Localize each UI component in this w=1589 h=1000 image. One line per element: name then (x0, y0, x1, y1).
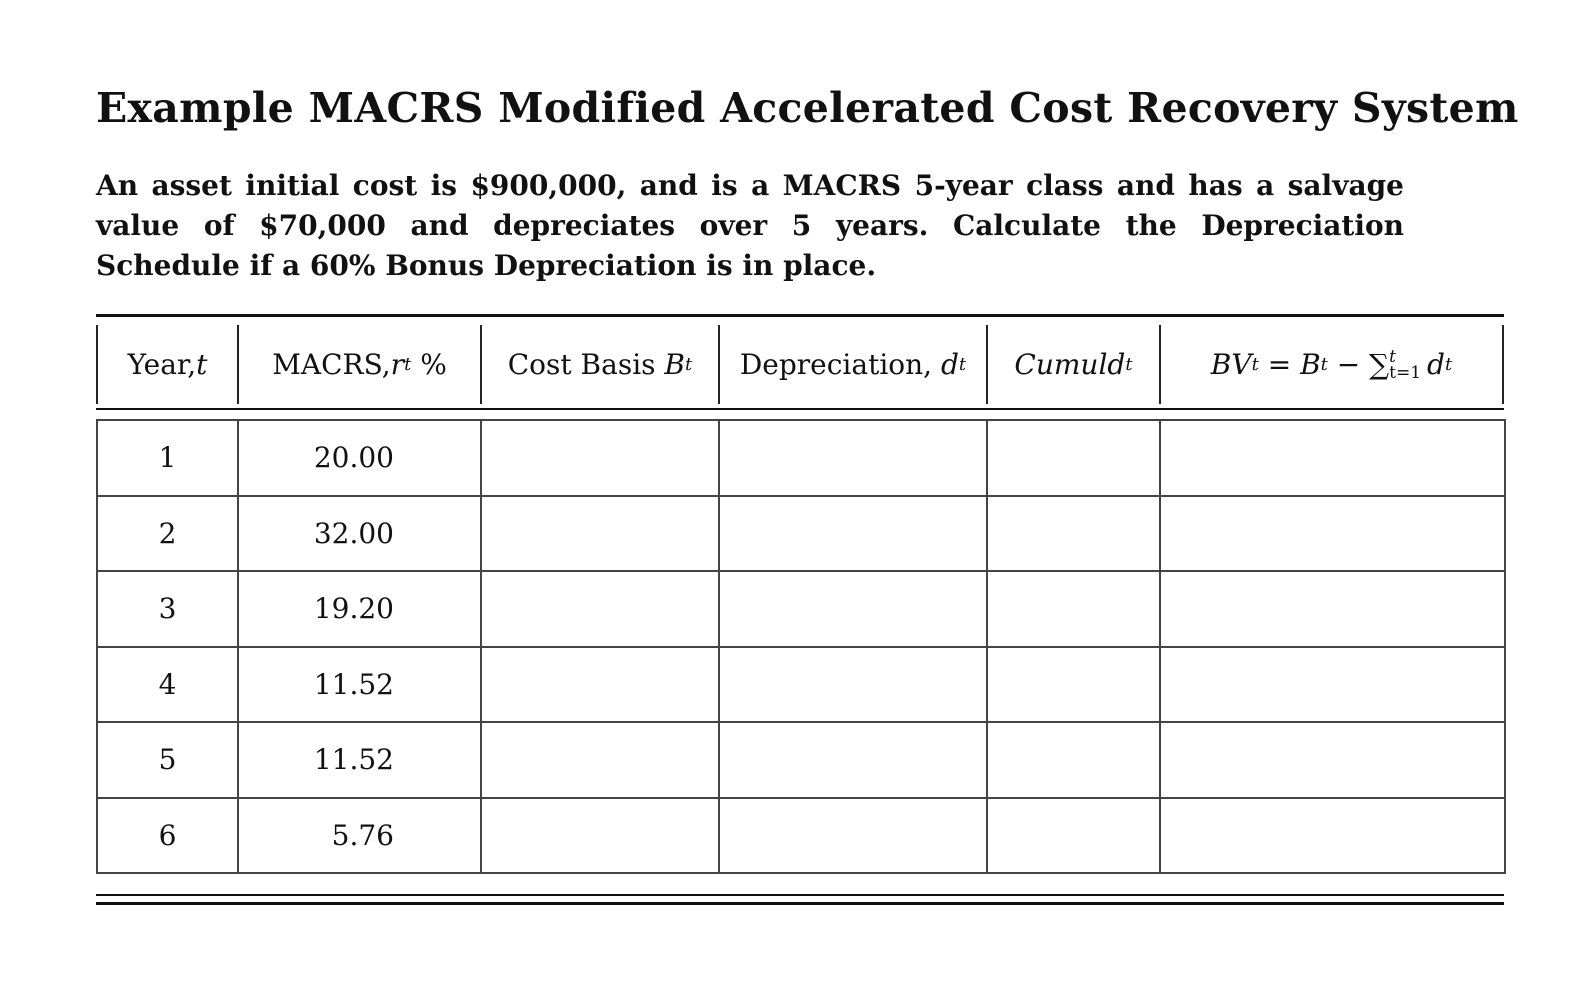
cell-year: 1 (97, 420, 238, 496)
page-title: Example MACRS Modified Accelerated Cost Recovery System (96, 84, 1519, 132)
header-cumul-sub: t (1125, 354, 1133, 375)
cell-depreciation (719, 798, 987, 874)
cell-cost-basis (481, 798, 719, 874)
header-macrs-label: MACRS, (272, 348, 391, 381)
cell-cumulative-depreciation (987, 798, 1160, 874)
header-bv-lhs-sub: t (1251, 354, 1259, 375)
header-depreciation-var: d (940, 348, 959, 381)
cell-cost-basis (481, 722, 719, 798)
cell-depreciation (719, 647, 987, 723)
cell-book-value (1160, 647, 1505, 723)
cell-cost-basis (481, 496, 719, 572)
header-year (96, 325, 237, 404)
table-row (97, 798, 1505, 874)
cell-cost-basis (481, 571, 719, 647)
cell-depreciation (719, 571, 987, 647)
table-header-row (96, 325, 1504, 404)
cell-cumulative-depreciation (987, 420, 1160, 496)
cell-macrs-rate: 11.52 (238, 647, 481, 723)
cell-macrs-rate: 5.76 (238, 798, 481, 874)
cell-book-value (1160, 798, 1505, 874)
depreciation-table (96, 419, 1504, 896)
cell-depreciation (719, 722, 987, 798)
cell-book-value (1160, 496, 1505, 572)
header-bv-sum-sup: t (1389, 346, 1396, 367)
header-cost-basis-var: B (664, 348, 685, 381)
header-bv-lhs: BV (1210, 348, 1252, 381)
header-macrs-suffix: % (411, 348, 447, 381)
header-cost-basis-label: Cost Basis (507, 348, 665, 381)
table-row (97, 647, 1505, 723)
header-depreciation (718, 325, 986, 404)
cell-year: 4 (97, 647, 238, 723)
header-cumul-var: Cumuld (1014, 348, 1126, 381)
header-depreciation-sub: t (958, 354, 967, 375)
cell-macrs-rate: 32.00 (238, 496, 481, 572)
header-cost-basis (480, 325, 718, 404)
cell-macrs-rate: 20.00 (238, 420, 481, 496)
cell-cumulative-depreciation (987, 571, 1160, 647)
cell-cumulative-depreciation (987, 496, 1160, 572)
cell-year: 5 (97, 722, 238, 798)
header-bv-minus: − (1327, 348, 1370, 381)
cell-book-value (1160, 722, 1505, 798)
problem-statement: An asset initial cost is $900,000, and is a MACRS 5-year class and has a salvage value of $70,000 and depreciates over 5 years. Calculate the Depreciation Schedule if a 60% Bonus Depreciation is in place. (96, 169, 1404, 282)
header-macrs-var: r (390, 348, 405, 381)
cell-year: 2 (97, 496, 238, 572)
cell-macrs-rate: 19.20 (238, 571, 481, 647)
cell-cumulative-depreciation (987, 647, 1160, 723)
header-bv-sum-sub: t=1 (1389, 362, 1422, 383)
header-bv-d-sub: t (1444, 354, 1453, 375)
depreciation-table-body (96, 419, 1506, 874)
table-header-rule (96, 408, 1504, 410)
header-depreciation-label: Depreciation, (739, 348, 941, 381)
cell-book-value (1160, 420, 1505, 496)
header-macrs-sub: t (404, 354, 412, 375)
cell-book-value (1160, 571, 1505, 647)
table-bottom-rule-1 (96, 894, 1504, 896)
header-macrs (237, 325, 480, 404)
header-book-value (1159, 325, 1504, 404)
cell-cumulative-depreciation (987, 722, 1160, 798)
cell-year: 6 (97, 798, 238, 874)
header-year-var: t (196, 348, 208, 381)
cell-depreciation (719, 420, 987, 496)
table-top-rule (96, 314, 1504, 317)
header-cumul (986, 325, 1159, 404)
header-bv-equals: = (1258, 348, 1301, 381)
header-bv-sum: ∑ (1369, 348, 1390, 381)
cell-depreciation (719, 496, 987, 572)
cell-macrs-rate: 11.52 (238, 722, 481, 798)
header-bv-sum-limits (1389, 346, 1422, 383)
table-row (97, 496, 1505, 572)
table-row (97, 571, 1505, 647)
table-row (97, 722, 1505, 798)
header-bv-b: B (1300, 348, 1321, 381)
table-bottom-rule-2 (96, 902, 1504, 905)
cell-year: 3 (97, 571, 238, 647)
header-bv-d: d (1427, 348, 1445, 381)
cell-cost-basis (481, 647, 719, 723)
header-bv-b-sub: t (1320, 354, 1328, 375)
table-row (97, 420, 1505, 496)
header-cost-basis-sub: t (685, 354, 693, 375)
header-year-label: Year, (127, 348, 197, 381)
cell-cost-basis (481, 420, 719, 496)
